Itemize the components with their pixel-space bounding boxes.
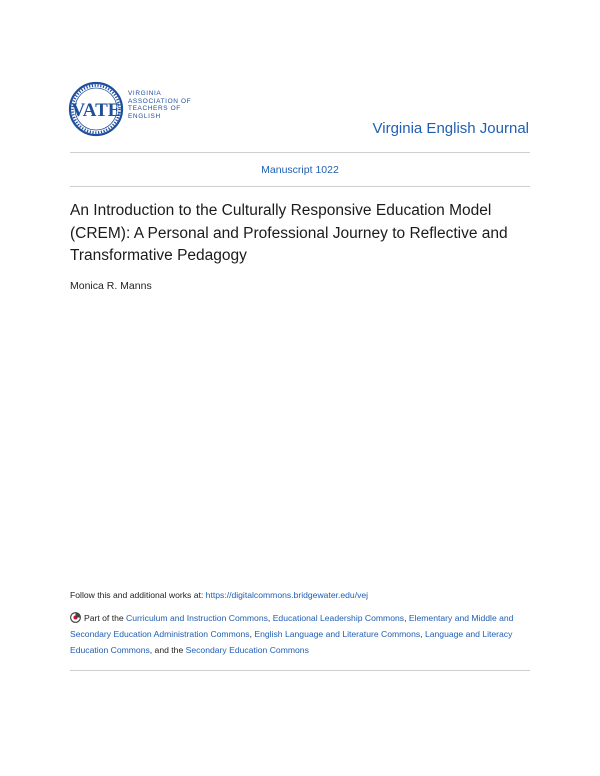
manuscript-number: Manuscript 1022 (261, 164, 339, 176)
article-title: An Introduction to the Culturally Responsive Education Model (CREM): A Personal and Professional Journey to Reflective and Transformative Pedagogy (70, 202, 508, 264)
commons-link-elementary-middle-secondary[interactable]: Elementary and Middle and Secondary Education Administration Commons (70, 613, 514, 639)
commons-link-curriculum[interactable]: Curriculum and Instruction Commons (126, 613, 268, 623)
repository-link[interactable]: https://digitalcommons.bridgewater.edu/vej (205, 590, 369, 600)
article-author: Monica R. Manns (70, 280, 152, 292)
part-of-commons: Part of the Curriculum and Instruction Commons, Educational Leadership Commons, Elementary and Middle and Secondary Education Administration Commons, English Language and Literature Commons, Language and Literacy Education Commons, and the Secondary Education Commons (70, 613, 514, 655)
vate-seal-icon (68, 80, 124, 138)
footer-divider (70, 670, 530, 671)
journal-title-link[interactable]: Virginia English Journal (372, 120, 529, 137)
manuscript-divider (70, 186, 530, 187)
commons-link-educational-leadership[interactable]: Educational Leadership Commons (272, 613, 405, 623)
commons-link-language-literacy[interactable]: Language and Literacy Education Commons (70, 629, 513, 655)
follow-line: Follow this and additional works at: https://digitalcommons.bridgewater.edu/vej (70, 590, 369, 600)
vate-logo (68, 80, 202, 138)
logo-wordmark: VIRGINIA ASSOCIATION OF TEACHERS OF ENGLISH (128, 90, 192, 120)
commons-link-secondary-education[interactable]: Secondary Education Commons (185, 645, 309, 655)
svg-text:VATE: VATE (71, 100, 121, 121)
header-divider (70, 152, 530, 153)
network-commons-icon (70, 612, 81, 623)
commons-link-english-language-literature[interactable]: English Language and Literature Commons (254, 629, 421, 639)
